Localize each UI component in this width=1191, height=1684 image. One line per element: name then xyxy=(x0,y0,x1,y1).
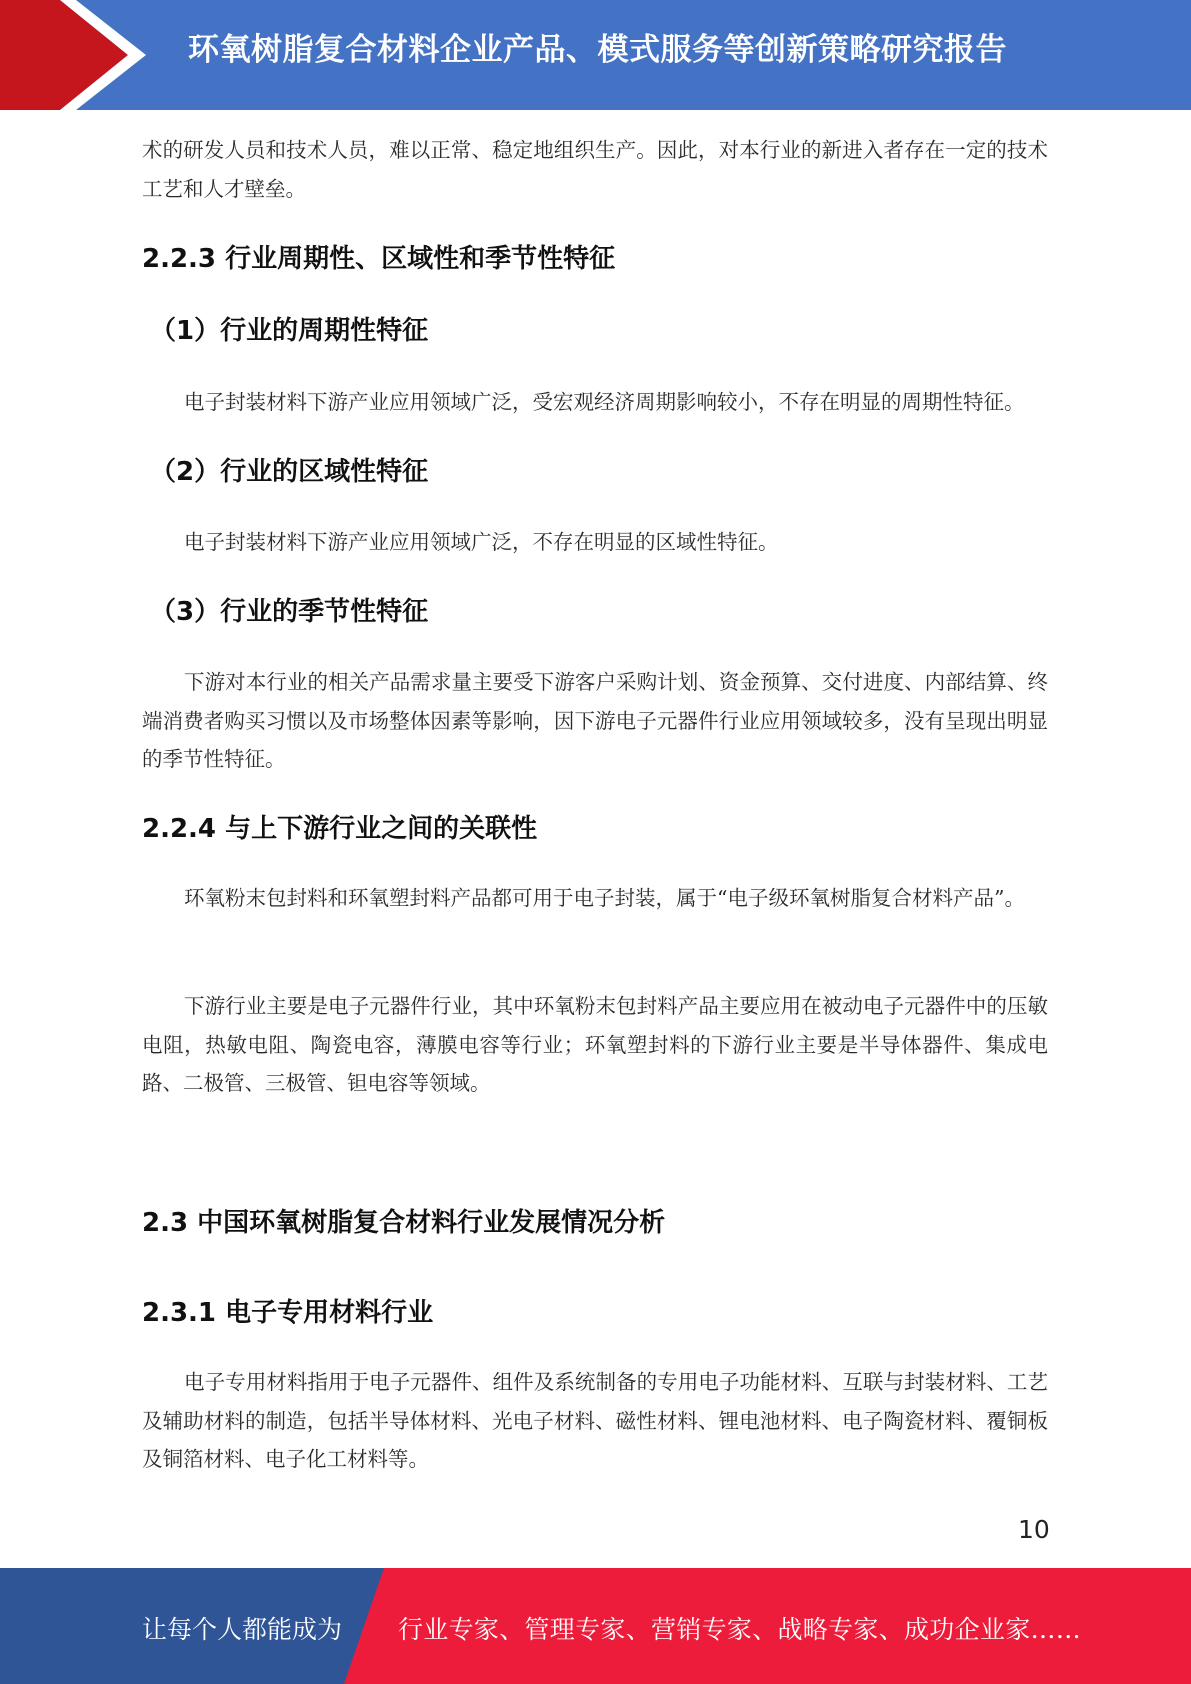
section-heading-2-2-3: 2.2.3 行业周期性、区域性和季节性特征 xyxy=(142,244,616,274)
page-number: 10 xyxy=(1018,1515,1050,1544)
paragraph-seasonal: 下游对本行业的相关产品需求量主要受下游客户采购计划、资金预算、交付进度、内部结算、终端消费者购买习惯以及市场整体因素等影响，因下游电子元器件行业应用领域较多，没有呈现出明显的季节性特征。 xyxy=(142,670,1048,771)
paragraph-continued: 术的研发人员和技术人员，难以正常、稳定地组织生产。因此，对本行业的新进入者存在一定的技术工艺和人才壁垒。 xyxy=(142,138,1048,201)
paragraph-regional: 电子封装材料下游产业应用领域广泛，不存在明显的区域性特征。 xyxy=(184,530,779,554)
footer-slogan-left: 让每个人都能成为 xyxy=(142,1615,343,1644)
header-arrow-decoration xyxy=(0,0,200,110)
subheading-cyclical: （1）行业的周期性特征 xyxy=(150,316,429,346)
page-footer xyxy=(0,1568,1191,1684)
paragraph-relation-1: 环氧粉末包封料和环氧塑封料产品都可用于电子封装，属于“电子级环氧树脂复合材料产品”。 xyxy=(184,886,1025,910)
paragraph-relation-2: 下游行业主要是电子元器件行业，其中环氧粉末包封料产品主要应用在被动电子元器件中的压敏电阻，热敏电阻、陶瓷电容，薄膜电容等行业；环氧塑封料的下游行业主要是半导体器件、集成电路、二极管、三极管、钽电容等领域。 xyxy=(142,994,1048,1095)
subheading-regional: （2）行业的区域性特征 xyxy=(150,457,429,487)
section-heading-2-2-4: 2.2.4 与上下游行业之间的关联性 xyxy=(142,814,538,844)
section-heading-2-3: 2.3 中国环氧树脂复合材料行业发展情况分析 xyxy=(142,1208,666,1238)
page-header xyxy=(0,0,1191,110)
report-title: 环氧树脂复合材料企业产品、模式服务等创新策略研究报告 xyxy=(188,32,1007,68)
subheading-seasonal: （3）行业的季节性特征 xyxy=(150,597,429,627)
paragraph-electronic-materials: 电子专用材料指用于电子元器件、组件及系统制备的专用电子功能材料、互联与封装材料、工艺及辅助材料的制造，包括半导体材料、光电子材料、磁性材料、锂电池材料、电子陶瓷材料、覆铜板及铜箔材料、电子化工材料等。 xyxy=(142,1370,1048,1471)
paragraph-cyclical: 电子封装材料下游产业应用领域广泛，受宏观经济周期影响较小，不存在明显的周期性特征。 xyxy=(184,390,1025,414)
footer-slogan-right: 行业专家、管理专家、营销专家、战略专家、成功企业家…… xyxy=(398,1615,1082,1644)
section-heading-2-3-1: 2.3.1 电子专用材料行业 xyxy=(142,1298,434,1328)
